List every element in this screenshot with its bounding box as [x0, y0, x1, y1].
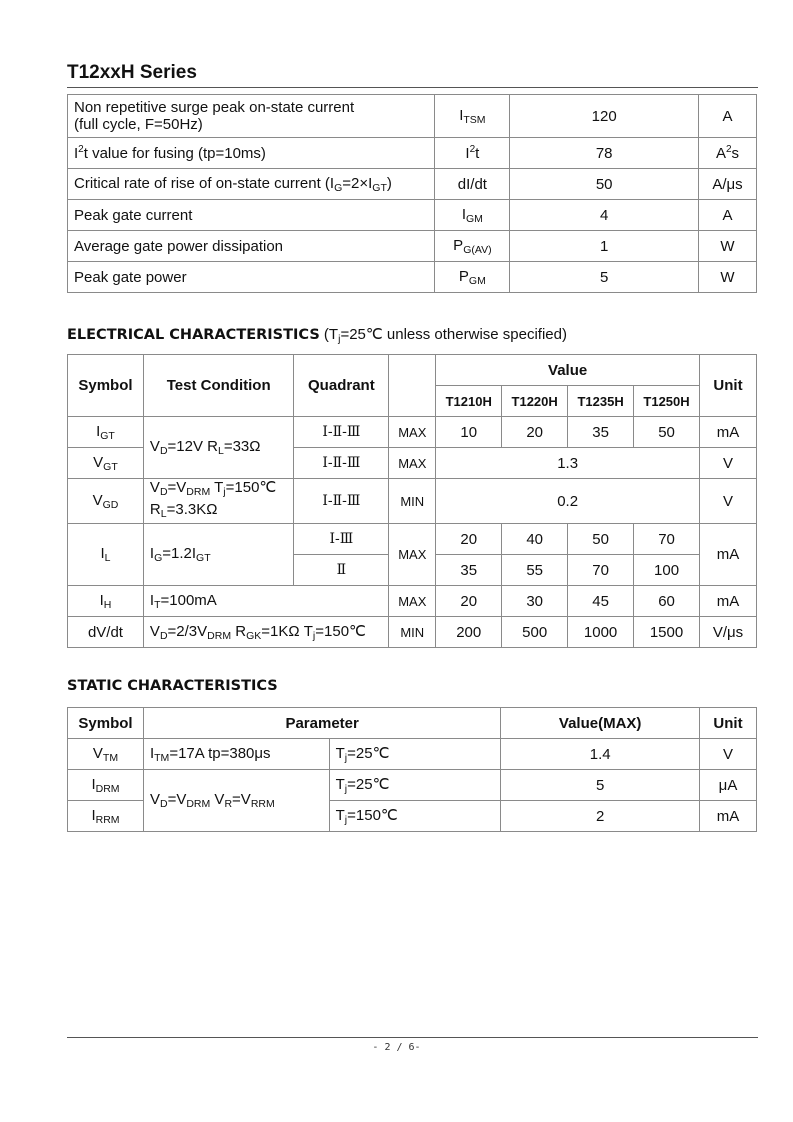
quadrant-cell: Ⅰ-Ⅱ-Ⅲ — [294, 448, 389, 479]
test-condition: $I_{TM}=17A$ tp=380μs — [143, 739, 329, 770]
header-row — [68, 708, 757, 739]
table-row — [68, 262, 757, 293]
static-heading: STATIC CHARACTERISTICS — [67, 678, 278, 694]
table-row — [68, 617, 757, 648]
rating-value: 4 — [510, 200, 699, 231]
value-cell: 1000 — [568, 617, 634, 648]
rating-value: 120 — [510, 95, 699, 138]
row-symbol: dV/dt — [68, 617, 144, 648]
value-cell: 100 — [634, 555, 700, 586]
row-symbol: $V_{GT}$ — [68, 448, 144, 479]
value-cell: 20 — [436, 586, 502, 617]
test-condition: $I_T=100mA$ — [143, 586, 388, 617]
table-row — [68, 417, 757, 448]
limit-cell: MAX — [389, 524, 436, 586]
quadrant-cell: Ⅰ-Ⅲ — [294, 524, 389, 555]
rating-unit: W — [699, 231, 757, 262]
header-row — [68, 355, 757, 386]
row-symbol: $I_{RRM}$ — [68, 801, 144, 832]
limit-cell: MAX — [389, 448, 436, 479]
limit-cell: MIN — [389, 479, 436, 524]
header-model: T1210H — [436, 386, 502, 417]
value-cell: 30 — [502, 586, 568, 617]
unit-cell: V/μs — [700, 617, 757, 648]
rating-unit: A/μs — [699, 169, 757, 200]
header-value: Value — [436, 355, 700, 386]
limit-cell: MAX — [389, 586, 436, 617]
value-cell: 70 — [568, 555, 634, 586]
rating-description: Average gate power dissipation — [68, 231, 435, 262]
test-condition: $V_D=2/3V_{DRM}$ $R_{GK}=1K\Omega$ $T_j=150℃$ — [143, 617, 388, 648]
table-row — [68, 524, 757, 555]
header-parameter: Parameter — [143, 708, 500, 739]
unit-cell: mA — [700, 801, 757, 832]
row-symbol: $I_H$ — [68, 586, 144, 617]
page-number: - 2 / 6- — [372, 1042, 421, 1053]
limit-cell: MIN — [389, 617, 436, 648]
row-symbol: $V_{TM}$ — [68, 739, 144, 770]
rating-value: 78 — [510, 138, 699, 169]
value-cell: 0.2 — [436, 479, 700, 524]
value-cell: 20 — [502, 417, 568, 448]
rating-value: 5 — [510, 262, 699, 293]
value-cell: 200 — [436, 617, 502, 648]
test-condition: $V_D=V_{DRM}$ $V_R=V_{RRM}$ — [143, 770, 329, 832]
temperature-cell: $T_j=25℃$ — [329, 739, 501, 770]
table-row — [68, 739, 757, 770]
rating-unit: $A^2s$ — [699, 138, 757, 169]
rating-symbol: $I^2t$ — [435, 138, 510, 169]
unit-cell: mA — [700, 417, 757, 448]
value-cell: 500 — [502, 617, 568, 648]
rating-symbol: $I_{GM}$ — [435, 200, 510, 231]
table-row — [68, 138, 757, 169]
rating-symbol: dI/dt — [435, 169, 510, 200]
header-model: T1235H — [568, 386, 634, 417]
electrical-heading: ELECTRICAL CHARACTERISTICS ($T_j=25℃$ unless otherwise specified) — [67, 326, 567, 345]
rating-description: $I^2t$ value for fusing (tp=10ms) — [68, 138, 435, 169]
value-cell: 1.4 — [501, 739, 700, 770]
row-symbol: $I_{GT}$ — [68, 417, 144, 448]
value-cell: 10 — [436, 417, 502, 448]
unit-cell: mA — [700, 524, 757, 586]
value-cell: 5 — [501, 770, 700, 801]
value-cell: 55 — [502, 555, 568, 586]
rating-symbol: $I_{TSM}$ — [435, 95, 510, 138]
static-characteristics-table — [67, 707, 757, 832]
test-condition: $V_D=12V$ $R_L=33\Omega$ — [143, 417, 294, 479]
table-row — [68, 479, 757, 524]
quadrant-cell: Ⅰ-Ⅱ-Ⅲ — [294, 479, 389, 524]
table-row — [68, 200, 757, 231]
unit-cell: μA — [700, 770, 757, 801]
value-cell: 35 — [568, 417, 634, 448]
rating-unit: W — [699, 262, 757, 293]
header-quadrant: Quadrant — [294, 355, 389, 417]
unit-cell: V — [700, 448, 757, 479]
rating-symbol: $P_{GM}$ — [435, 262, 510, 293]
header-test-condition: Test Condition — [143, 355, 294, 417]
rating-symbol: $P_{G(AV)}$ — [435, 231, 510, 262]
header-symbol: Symbol — [68, 355, 144, 417]
temperature-cell: $T_j=150℃$ — [329, 801, 501, 832]
value-cell: 1.3 — [436, 448, 700, 479]
footer-rule — [67, 1037, 758, 1038]
table-row — [68, 586, 757, 617]
table-row — [68, 231, 757, 262]
value-cell: 35 — [436, 555, 502, 586]
rating-value: 50 — [510, 169, 699, 200]
value-cell: 1500 — [634, 617, 700, 648]
rating-description: Critical rate of rise of on-state current $(I_G=2\times I_{GT})$ — [68, 169, 435, 200]
limit-cell: MAX — [389, 417, 436, 448]
rating-unit: A — [699, 95, 757, 138]
header-model: T1250H — [634, 386, 700, 417]
table-row — [68, 95, 757, 138]
value-cell: 50 — [634, 417, 700, 448]
test-condition: $V_D=V_{DRM}$ $T_j=150℃$ $R_L=3.3K\Omega$ — [143, 479, 294, 524]
value-cell: 40 — [502, 524, 568, 555]
quadrant-cell: Ⅰ-Ⅱ-Ⅲ — [294, 417, 389, 448]
temperature-cell: $T_j=25℃$ — [329, 770, 501, 801]
value-cell: 2 — [501, 801, 700, 832]
unit-cell: V — [700, 739, 757, 770]
unit-cell: V — [700, 479, 757, 524]
value-cell: 60 — [634, 586, 700, 617]
electrical-characteristics-table — [67, 354, 757, 648]
row-symbol: $I_{DRM}$ — [68, 770, 144, 801]
rating-description: Non repetitive surge peak on-state current (full cycle, F=50Hz) — [68, 95, 435, 138]
header-value: Value(MAX) — [501, 708, 700, 739]
value-cell: 45 — [568, 586, 634, 617]
header-limit — [389, 355, 436, 417]
unit-cell: mA — [700, 586, 757, 617]
header-symbol: Symbol — [68, 708, 144, 739]
rating-unit: A — [699, 200, 757, 231]
test-condition: $I_G=1.2I_{GT}$ — [143, 524, 294, 586]
rating-description: Peak gate current — [68, 200, 435, 231]
header-model: T1220H — [502, 386, 568, 417]
absolute-ratings-table — [67, 94, 757, 293]
header-unit: Unit — [700, 355, 757, 417]
page-title: T12xxH Series — [67, 62, 197, 83]
header-unit: Unit — [700, 708, 757, 739]
row-symbol: $I_L$ — [68, 524, 144, 586]
quadrant-cell: Ⅱ — [294, 555, 389, 586]
value-cell: 70 — [634, 524, 700, 555]
rating-value: 1 — [510, 231, 699, 262]
rating-description: Peak gate power — [68, 262, 435, 293]
value-cell: 20 — [436, 524, 502, 555]
row-symbol: $V_{GD}$ — [68, 479, 144, 524]
table-row — [68, 770, 757, 801]
table-row — [68, 169, 757, 200]
value-cell: 50 — [568, 524, 634, 555]
header-rule — [67, 87, 758, 88]
